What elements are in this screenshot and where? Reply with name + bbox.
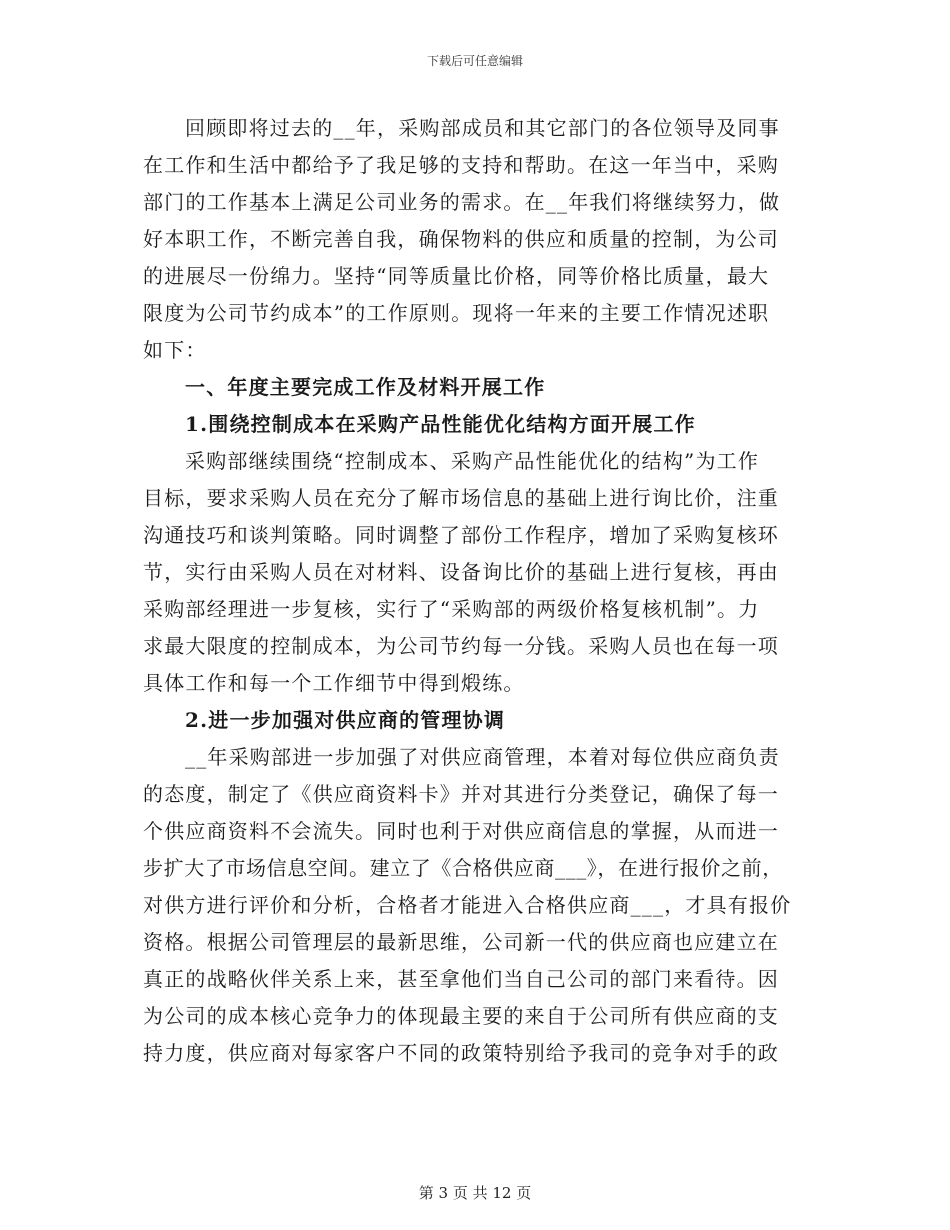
- paragraph-line: 回顾即将过去的__年，采购部成员和其它部门的各位领导及同事: [185, 116, 780, 140]
- paragraph-line: 在工作和生活中都给予了我足够的支持和帮助。在这一年当中，采购: [143, 153, 779, 177]
- paragraph-line: 采购部继续围绕“控制成本、采购产品性能优化的结构”为工作: [185, 449, 760, 473]
- paragraph-line: 目标，要求采购人员在充分了解市场信息的基础上进行询比价，注重: [143, 486, 779, 510]
- document-body: [143, 110, 811, 1072]
- paragraph-line: 采购部经理进一步复核，实行了“采购部的两级价格复核机制”。力: [143, 597, 760, 621]
- paragraph-line: 的进展尽一份绵力。坚持“同等质量比价格，同等价格比质量，最大: [143, 264, 770, 288]
- subsection-heading: 2.进一步加强对供应商的管理协调: [185, 708, 506, 732]
- paragraph-line: 部门的工作基本上满足公司业务的需求。在__年我们将继续努力，做: [143, 190, 781, 214]
- paragraph-line: 真正的战略伙伴关系上来，甚至拿他们当自己公司的部门来看待。因: [143, 967, 779, 991]
- paragraph-line: 如下：: [143, 338, 207, 362]
- paragraph-line: 个供应商资料不会流失。同时也利于对供应商信息的掌握，从而进一: [143, 819, 779, 843]
- paragraph-line: 持力度，供应商对每家客户不同的政策特别给予我司的竞争对手的政: [143, 1041, 779, 1065]
- paragraph-line: __年采购部进一步加强了对供应商管理，本着对每位供应商负责: [185, 745, 780, 769]
- paragraph-line: 为公司的成本核心竞争力的体现最主要的来自于公司所有供应商的支: [143, 1004, 779, 1028]
- paragraph-line: 对供方进行评价和分析，合格者才能进入合格供应商___，才具有报价: [143, 893, 792, 917]
- paragraph-line: 的态度，制定了《供应商资料卡》并对其进行分类登记，确保了每一: [143, 782, 779, 806]
- header-note: 下载后可任意编辑: [426, 54, 523, 68]
- paragraph-line: 资格。根据公司管理层的最新思维，公司新一代的供应商也应建立在: [143, 930, 779, 954]
- paragraph-line: 沟通技巧和谈判策略。同时调整了部份工作程序，增加了采购复核环: [143, 523, 779, 547]
- paragraph-line: 具体工作和每一个工作细节中得到煅练。: [143, 671, 525, 695]
- section-heading: 一、年度主要完成工作及材料开展工作: [185, 375, 546, 399]
- paragraph-line: 限度为公司节约成本”的工作原则。现将一年来的主要工作情况述职: [143, 301, 770, 325]
- paragraph-line: 步扩大了市场信息空间。建立了《合格供应商___》，在进行报价之前，: [143, 856, 783, 880]
- paragraph-line: 好本职工作，不断完善自我，确保物料的供应和质量的控制，为公司: [143, 227, 779, 251]
- page-number: 第 3 页 共 12 页: [418, 1184, 532, 1202]
- paragraph-line: 求最大限度的控制成本，为公司节约每一分钱。采购人员也在每一项: [143, 634, 779, 658]
- paragraph-line: 节，实行由采购人员在对材料、设备询比价的基础上进行复核，再由: [143, 560, 779, 584]
- subsection-heading: 1.围绕控制成本在采购产品性能优化结构方面开展工作: [185, 412, 696, 436]
